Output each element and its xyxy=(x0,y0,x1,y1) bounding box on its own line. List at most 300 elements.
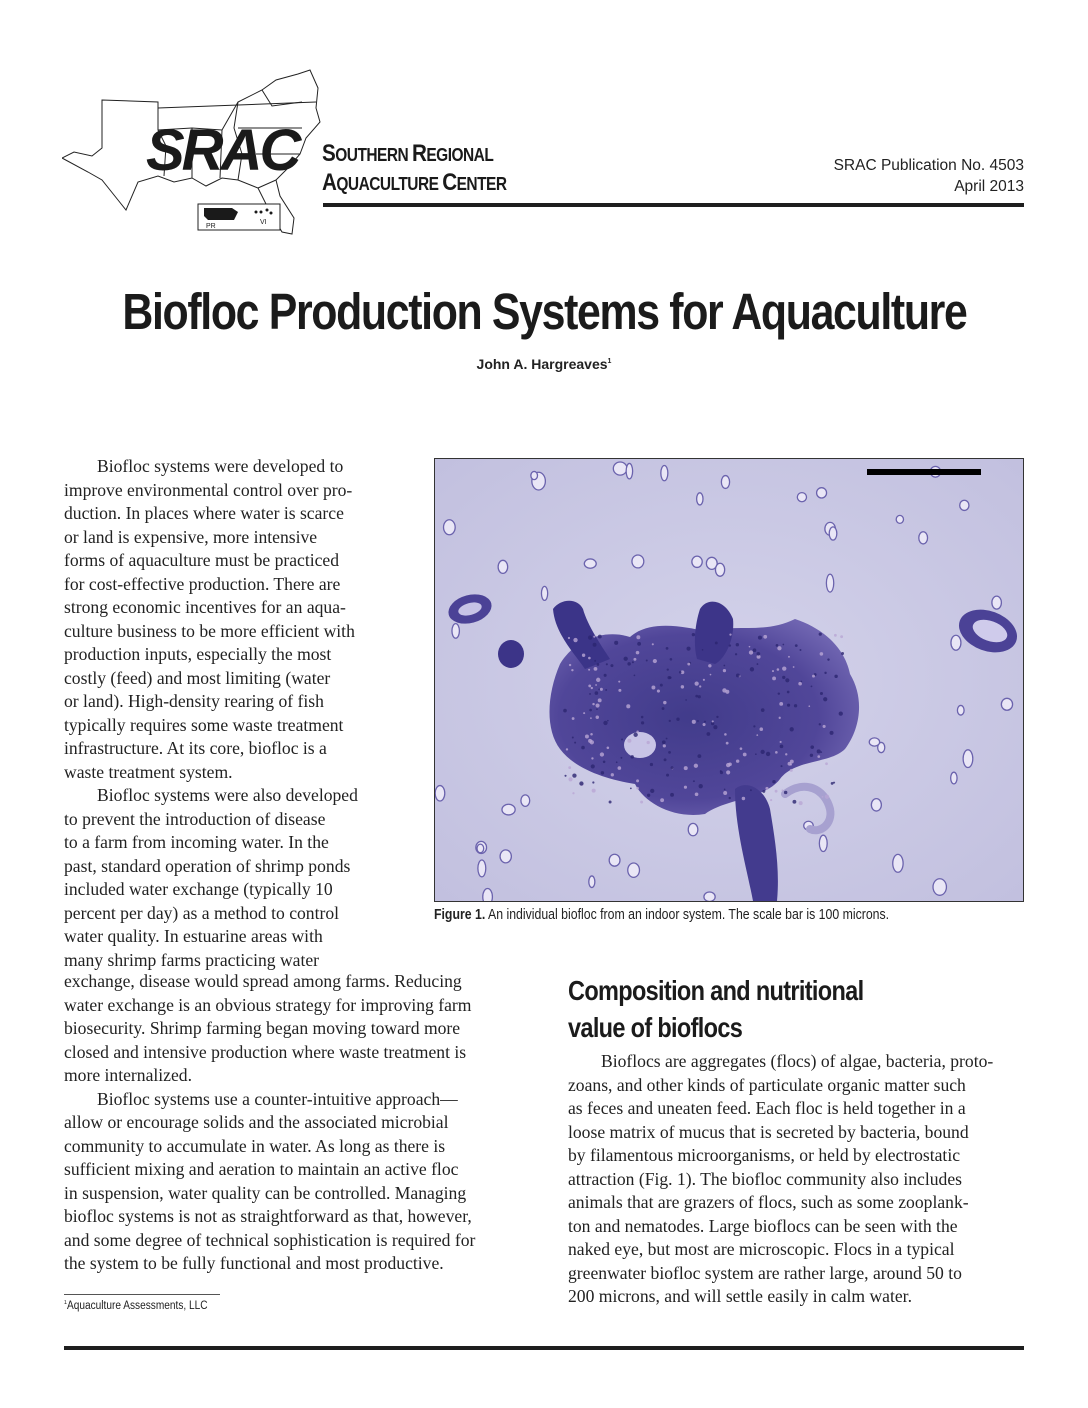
speckle xyxy=(572,737,574,739)
particle xyxy=(826,574,833,592)
speckle xyxy=(650,789,654,793)
floc-inclusion xyxy=(624,732,656,758)
speckle xyxy=(827,658,829,660)
particle xyxy=(692,556,702,567)
text-line: biofloc systems is not as straightforward as that, however, xyxy=(64,1206,472,1226)
speckle xyxy=(729,644,731,646)
speckle xyxy=(640,801,643,804)
speckle xyxy=(669,676,672,679)
speckle xyxy=(685,699,687,701)
speckle xyxy=(684,786,687,789)
text-line: animals that are grazers of flocs, such as some zooplank- xyxy=(568,1192,969,1212)
particle xyxy=(632,555,644,568)
speckle xyxy=(641,716,644,719)
speckle xyxy=(726,742,729,745)
speckle xyxy=(651,686,655,690)
speckle xyxy=(676,718,679,721)
particle xyxy=(933,879,946,896)
speckle xyxy=(564,775,566,777)
speckle xyxy=(572,792,574,794)
speckle xyxy=(761,750,765,754)
speckle xyxy=(782,789,784,791)
speckle xyxy=(697,720,699,722)
speckle xyxy=(616,761,618,763)
speckle xyxy=(633,733,637,737)
speckle xyxy=(772,670,774,672)
speckle xyxy=(590,733,593,736)
text-line: biosecurity. Shrimp farming began moving toward more xyxy=(64,1018,461,1038)
speckle xyxy=(777,646,781,650)
text-line: improve environmental control over pro- xyxy=(64,479,353,500)
speckle xyxy=(670,793,674,797)
text-line: production inputs, especially the most xyxy=(64,644,332,664)
speckle xyxy=(572,717,575,720)
speckle xyxy=(671,766,674,769)
speckle xyxy=(607,747,610,750)
speckle xyxy=(841,652,844,655)
speckle xyxy=(762,790,765,793)
speckle xyxy=(822,796,824,798)
speckle xyxy=(808,705,810,707)
speckle xyxy=(782,676,785,679)
speckle xyxy=(723,791,727,795)
speckle xyxy=(779,702,783,706)
text-line: loose matrix of mucus that is secreted by bacteria, bound xyxy=(568,1121,969,1142)
particle xyxy=(541,586,547,600)
speckle xyxy=(607,720,609,722)
speckle xyxy=(785,678,789,682)
publication-number: SRAC Publication No. 4503 xyxy=(833,157,1024,174)
speckle xyxy=(825,795,829,799)
speckle xyxy=(596,678,600,682)
figure-1-micrograph xyxy=(434,458,1024,902)
speckle xyxy=(695,792,699,796)
speckle xyxy=(588,635,592,639)
speckle xyxy=(609,800,612,803)
speckle xyxy=(823,697,827,701)
speckle xyxy=(823,725,826,728)
speckle xyxy=(653,659,657,663)
speckle xyxy=(777,668,780,671)
speckle xyxy=(594,667,598,671)
speckle xyxy=(695,695,698,698)
text-line: the system to be fully functional and most productive. xyxy=(64,1253,444,1273)
speckle xyxy=(636,787,639,790)
speckle xyxy=(766,752,770,756)
speckle xyxy=(753,648,757,652)
section-heading-line2: value of bioflocs xyxy=(568,1012,743,1043)
particle xyxy=(498,560,508,573)
text-line: as feces and uneaten feed. Each floc is held together in a xyxy=(568,1098,966,1118)
particle xyxy=(589,876,595,888)
speckle xyxy=(765,787,768,790)
speckle xyxy=(724,733,727,736)
speckle xyxy=(679,671,682,674)
speckle xyxy=(740,747,743,750)
speckle xyxy=(571,669,573,671)
speckle xyxy=(780,741,782,743)
particle xyxy=(951,635,961,650)
speckle xyxy=(692,633,695,636)
figure-1-caption xyxy=(434,906,889,923)
speckle xyxy=(817,755,820,758)
speckle xyxy=(633,658,636,661)
footnote-divider xyxy=(64,1294,220,1295)
speckle xyxy=(662,740,666,744)
speckle xyxy=(664,758,667,761)
puerto-rico-shape xyxy=(204,208,238,220)
text-line: duction. In places where water is scarce xyxy=(64,503,344,523)
speckle xyxy=(573,638,577,642)
text-line: or land). High-density rearing of fish xyxy=(64,691,324,711)
particle xyxy=(896,515,903,523)
speckle xyxy=(779,717,781,719)
speckle xyxy=(684,766,688,770)
speckle xyxy=(572,773,576,777)
particle xyxy=(704,892,715,901)
organism-dot xyxy=(498,640,524,668)
speckle xyxy=(710,674,712,676)
particle xyxy=(919,532,928,544)
speckle xyxy=(839,711,843,715)
particle xyxy=(715,563,724,576)
organization-name xyxy=(322,140,507,198)
particle xyxy=(1001,698,1012,710)
footnote-text: Aquaculture Assessments, LLC xyxy=(66,1300,208,1312)
text-line: by filamentous microorganisms, or held by electrostatic xyxy=(568,1145,961,1165)
author-line xyxy=(0,356,1088,372)
text-line: percent per day) as a method to control xyxy=(64,902,340,923)
speckle xyxy=(588,657,591,660)
speckle xyxy=(793,666,795,668)
column1-top-text xyxy=(64,455,394,972)
speckle xyxy=(811,685,813,687)
document-title: Biofloc Production Systems for Aquaculture xyxy=(121,283,967,340)
speckle xyxy=(801,681,803,683)
srac-logo-text: SRAC xyxy=(146,118,299,183)
text-line: Biofloc systems were developed to xyxy=(97,456,344,476)
speckle xyxy=(585,735,589,739)
text-line: infrastructure. At its core, biofloc is a xyxy=(64,738,327,758)
speckle xyxy=(593,643,597,647)
speckle xyxy=(630,787,632,789)
footer-divider xyxy=(64,1346,1024,1350)
text-line: attraction (Fig. 1). The biofloc community also includes xyxy=(568,1168,962,1189)
speckle xyxy=(792,800,796,804)
text-line: Biofloc systems use a counter-intuitive approach— xyxy=(97,1088,458,1109)
author-footnote-marker: 1 xyxy=(607,358,612,365)
micrograph-image xyxy=(435,459,1023,901)
speckle xyxy=(621,738,623,740)
speckle xyxy=(574,742,576,744)
speckle xyxy=(770,799,772,801)
text-line: past, standard operation of shrimp ponds xyxy=(64,855,351,876)
speckle xyxy=(799,649,801,651)
speckle xyxy=(601,771,604,774)
speckle xyxy=(563,709,567,713)
particle xyxy=(960,500,969,510)
particle xyxy=(628,863,640,877)
speckle xyxy=(810,754,813,757)
particle xyxy=(817,488,827,498)
speckle xyxy=(614,641,618,645)
speckle xyxy=(834,634,837,637)
text-line: typically requires some waste treatment xyxy=(64,714,344,735)
scale-bar xyxy=(867,469,981,475)
particle xyxy=(477,844,484,853)
speckle xyxy=(834,675,837,678)
speckle xyxy=(772,780,775,783)
particle xyxy=(829,527,837,540)
text-line: community to accumulate in water. As long as there is xyxy=(64,1135,446,1156)
figure-label: Figure 1. xyxy=(434,906,486,923)
speckle xyxy=(595,703,599,707)
particle xyxy=(992,596,1002,609)
speckle xyxy=(753,725,755,727)
speckle xyxy=(712,720,714,722)
speckle xyxy=(647,794,650,797)
speckle xyxy=(581,746,585,750)
text-line: included water exchange (typically 10 xyxy=(64,879,333,899)
particle xyxy=(452,624,459,639)
speckle xyxy=(636,635,640,639)
publication-info xyxy=(834,155,1024,197)
speckle xyxy=(591,687,593,689)
speckle xyxy=(757,663,759,665)
figure-caption-text: An individual biofloc from an indoor system. The scale bar is 100 microns. xyxy=(485,906,890,923)
speckle xyxy=(603,721,607,725)
speckle xyxy=(591,764,595,768)
speckle xyxy=(663,701,666,704)
speckle xyxy=(626,704,630,708)
speckle xyxy=(831,782,834,785)
speckle xyxy=(596,708,598,710)
speckle xyxy=(582,654,585,657)
text-line: Bioflocs are aggregates (flocs) of algae, bacteria, proto- xyxy=(601,1051,994,1071)
speckle xyxy=(592,789,596,793)
particle xyxy=(721,476,729,489)
speckle xyxy=(610,664,613,667)
speckle xyxy=(579,781,583,785)
speckle xyxy=(820,751,822,753)
speckle xyxy=(666,738,668,740)
speckle xyxy=(819,723,821,725)
speckle xyxy=(735,653,737,655)
section-heading-line1: Composition and nutritional xyxy=(568,975,864,1006)
text-line: and some degree of technical sophistication is required for xyxy=(64,1229,476,1250)
text-line: water quality. In estuarine areas with xyxy=(64,926,323,946)
speckle xyxy=(652,643,654,645)
particle xyxy=(797,493,806,502)
particle xyxy=(609,854,620,866)
text-line: zoans, and other kinds of particulate organic matter such xyxy=(568,1074,966,1095)
speckle xyxy=(736,643,739,646)
speckle xyxy=(588,739,592,743)
speckle xyxy=(687,647,691,651)
speckle xyxy=(830,731,834,735)
speckle xyxy=(820,692,823,695)
speckle xyxy=(593,636,595,638)
speckle xyxy=(668,751,671,754)
speckle xyxy=(694,764,698,768)
speckle xyxy=(775,790,778,793)
particle xyxy=(869,738,879,746)
speckle xyxy=(812,675,815,678)
section-heading-composition xyxy=(568,972,863,1046)
particle xyxy=(963,750,973,768)
speckle xyxy=(819,633,822,636)
speckle xyxy=(755,753,757,755)
speckle xyxy=(781,765,783,767)
speckle xyxy=(646,660,648,662)
text-line: ton and nematodes. Large bioflocs can be seen with the xyxy=(568,1215,958,1236)
speckle xyxy=(782,644,784,646)
speckle xyxy=(825,762,828,765)
text-line: allow or encourage solids and the associated microbial xyxy=(64,1112,449,1132)
text-line: exchange, disease would spread among farms. Reducing xyxy=(64,971,462,991)
speckle xyxy=(663,744,666,747)
particle xyxy=(483,888,493,901)
speckle xyxy=(760,727,764,731)
speckle xyxy=(632,661,634,663)
text-line: naked eye, but most are microscopic. Flocs in a typical xyxy=(568,1239,955,1259)
text-line: forms of aquaculture must be practiced xyxy=(64,550,340,570)
particle xyxy=(697,493,703,505)
speckle xyxy=(787,704,790,707)
speckle xyxy=(703,723,706,726)
speckle xyxy=(566,748,568,750)
speckle xyxy=(698,695,701,698)
speckle xyxy=(761,708,765,712)
speckle xyxy=(592,703,594,705)
speckle xyxy=(726,770,730,774)
particle xyxy=(500,850,511,863)
publication-date: April 2013 xyxy=(954,178,1024,195)
speckle xyxy=(782,666,786,670)
text-line: strong economic incentives for an aqua- xyxy=(64,597,346,617)
speckle xyxy=(763,635,767,639)
author-name: John A. Hargreaves xyxy=(476,356,608,372)
speckle xyxy=(702,649,704,651)
speckle xyxy=(627,739,631,743)
org-name-line1: SOUTHERN REGIONAL xyxy=(322,140,494,167)
speckle xyxy=(798,682,802,686)
speckle xyxy=(757,652,761,656)
speckle xyxy=(720,770,722,772)
particle xyxy=(613,462,627,475)
particle xyxy=(435,786,445,801)
text-line: sufficient mixing and aeration to maintain an active floc xyxy=(64,1159,459,1179)
speckle xyxy=(618,689,621,692)
speckle xyxy=(697,754,701,758)
speckle xyxy=(772,676,776,680)
text-line: 200 microns, and will settle easily in calm water. xyxy=(568,1286,912,1306)
speckle xyxy=(699,784,703,788)
speckle xyxy=(794,704,797,707)
speckle xyxy=(660,798,664,802)
inset-label-vi: VI xyxy=(260,219,267,226)
speckle xyxy=(636,779,639,782)
speckle xyxy=(703,679,705,681)
speckle xyxy=(569,664,571,666)
speckle xyxy=(775,751,778,754)
speckle xyxy=(736,674,740,678)
speckle xyxy=(695,682,699,686)
srac-logo-map xyxy=(62,62,322,242)
speckle xyxy=(750,667,754,671)
speckle xyxy=(742,797,745,800)
speckle xyxy=(788,656,790,658)
speckle xyxy=(687,663,690,666)
speckle xyxy=(776,644,779,647)
speckle xyxy=(699,685,701,687)
header-divider xyxy=(323,203,1024,207)
speckle xyxy=(715,641,718,644)
speckle xyxy=(704,721,706,723)
speckle xyxy=(790,727,794,731)
text-line: more internalized. xyxy=(64,1065,192,1085)
particle xyxy=(819,835,827,851)
speckle xyxy=(666,774,669,777)
speckle xyxy=(795,644,798,647)
speckle xyxy=(728,763,732,767)
inset-label-pr: PR xyxy=(206,223,216,230)
speckle xyxy=(784,791,787,794)
speckle xyxy=(650,763,653,766)
speckle xyxy=(758,636,762,640)
speckle xyxy=(749,646,751,648)
particle xyxy=(661,465,668,480)
text-line: water exchange is an obvious strategy for improving farm xyxy=(64,994,472,1015)
speckle xyxy=(598,688,600,690)
speckle xyxy=(589,693,591,695)
column1-bottom-text xyxy=(64,970,524,1276)
org-name-line2: AQUACULTURE CENTER xyxy=(322,169,507,196)
speckle xyxy=(631,755,634,758)
speckle xyxy=(620,757,622,759)
text-line: greenwater biofloc system are rather large, around 50 to xyxy=(568,1262,962,1283)
particle xyxy=(951,772,957,784)
speckle xyxy=(600,752,604,756)
speckle xyxy=(669,720,671,722)
speckle xyxy=(606,663,608,665)
speckle xyxy=(611,773,614,776)
speckle xyxy=(785,753,787,755)
particle xyxy=(521,795,530,807)
text-line: many shrimp farms practicing water xyxy=(64,949,320,970)
speckle xyxy=(824,672,826,674)
speckle xyxy=(660,684,663,687)
speckle xyxy=(790,769,793,772)
text-line: closed and intensive production where waste treatment is xyxy=(64,1041,467,1062)
speckle xyxy=(568,637,570,639)
particle xyxy=(893,854,903,872)
footnote-marker: 1 xyxy=(64,1300,67,1306)
particle xyxy=(478,860,486,877)
speckle xyxy=(692,720,696,724)
speckle xyxy=(670,658,673,661)
speckle xyxy=(729,797,731,799)
speckle xyxy=(724,788,726,790)
speckle xyxy=(693,780,695,782)
speckle xyxy=(600,688,603,691)
speckle xyxy=(708,664,711,667)
speckle xyxy=(624,657,628,661)
speckle xyxy=(636,651,640,655)
speckle xyxy=(595,691,599,695)
speckle xyxy=(596,716,599,719)
speckle xyxy=(597,663,600,666)
